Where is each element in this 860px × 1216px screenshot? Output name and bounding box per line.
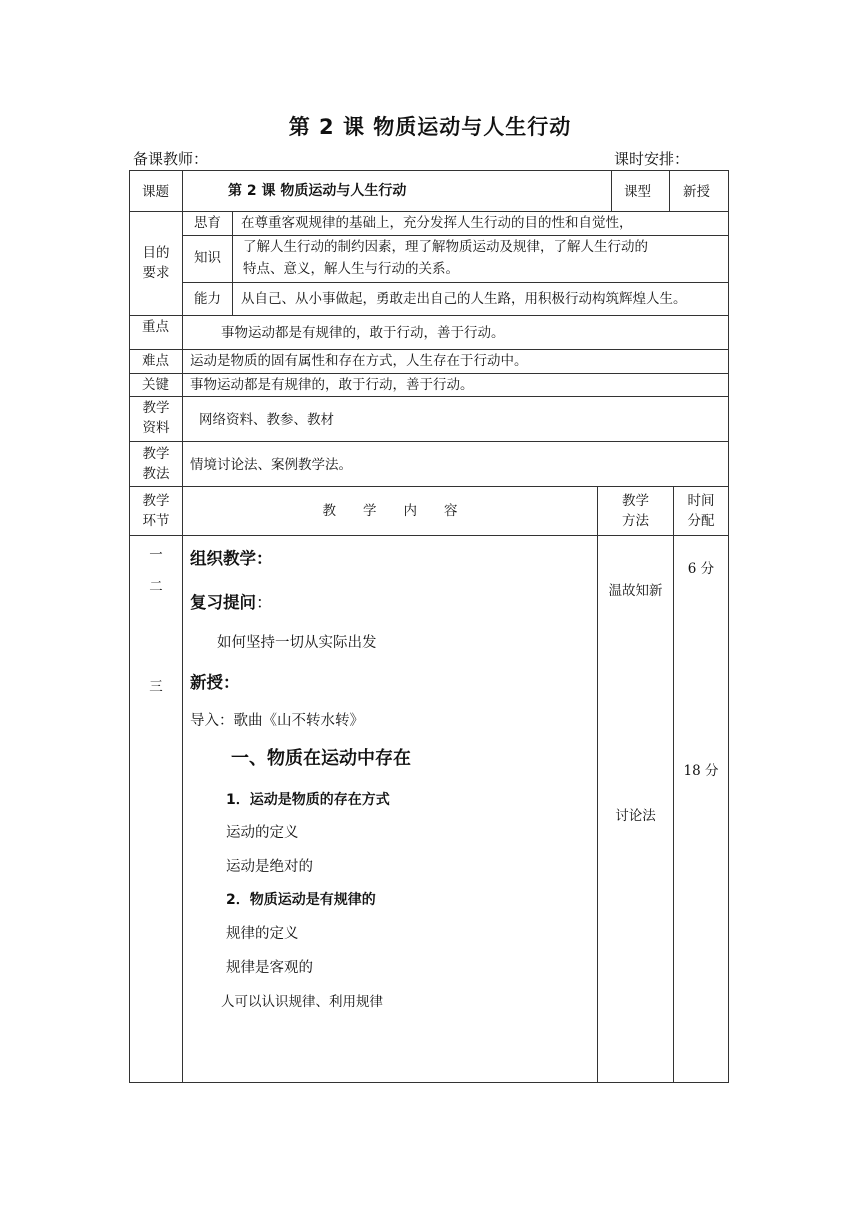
heading-review: 复习提问： (190, 593, 273, 612)
ability-text: 从自己、从小事做起，勇敢走出自己的人生路，用积极行动构筑辉煌人生。 (241, 291, 687, 307)
moral-text: 在尊重客观规律的基础上，充分发挥人生行动的目的性和自觉性， (241, 215, 633, 231)
content-item: 人可以认识规律、利用规律 (221, 994, 383, 1010)
key-text: 事物运动都是有规律的，敢于行动，善于行动。 (190, 377, 474, 393)
materials-text: 网络资料、教参、教材 (199, 412, 334, 428)
focus-label: 重点 (142, 319, 169, 335)
method-header: 教学 方法 (622, 493, 649, 529)
time-header: 时间 分配 (687, 493, 715, 529)
content-item: 规律是客观的 (226, 960, 313, 976)
difficulty-label: 难点 (142, 353, 169, 369)
intro-text: 导入：歌曲《山不转水转》 (190, 713, 364, 729)
knowledge-text-line1: 了解人生行动的制约因素，理了解物质运动及规律，了解人生行动的 (243, 239, 648, 255)
subheading-2: 2．物质运动是有规律的 (226, 892, 376, 908)
content-item: 运动是绝对的 (226, 859, 313, 875)
section-heading: 一、物质在运动中存在 (231, 748, 411, 769)
methods-label: 教学 教法 (142, 446, 170, 482)
focus-text: 事物运动都是有规律的，敢于行动，善于行动。 (221, 325, 505, 341)
ability-label: 能力 (194, 291, 221, 307)
method-discussion: 讨论法 (615, 808, 656, 824)
stage-marker-2: 二 (149, 579, 163, 595)
schedule-label: 课时安排： (614, 150, 690, 168)
time-organize: 6 分 (687, 561, 715, 577)
moral-label: 思育 (194, 215, 221, 231)
content-header: 教 学 内 容 (322, 503, 458, 519)
knowledge-label: 知识 (194, 250, 221, 266)
teacher-label: 备课教师： (133, 150, 209, 168)
stage-marker-3: 三 (149, 679, 163, 695)
heading-organize: 组织教学： (190, 549, 273, 568)
page-title: 第 2 课 物质运动与人生行动 (288, 115, 572, 139)
method-review: 温故知新 (608, 583, 663, 599)
subheading-1: 1．运动是物质的存在方式 (226, 792, 390, 808)
time-new: 18 分 (683, 763, 719, 779)
content-item: 运动的定义 (226, 825, 299, 841)
topic-value: 第 2 课 物质运动与人生行动 (228, 183, 407, 199)
methods-text: 情境讨论法、案例教学法。 (190, 457, 352, 473)
heading-new: 新授： (190, 673, 240, 692)
lesson-type-label: 课型 (624, 184, 651, 200)
topic-label: 课题 (142, 184, 169, 200)
stage-header: 教学 环节 (142, 493, 170, 529)
objectives-label: 目的 要求 (142, 245, 170, 281)
content-item: 规律的定义 (226, 926, 299, 942)
knowledge-text-line2: 特点、意义，解人生与行动的关系。 (243, 261, 459, 277)
stage-marker-1: 一 (149, 547, 163, 563)
review-question: 如何坚持一切从实际出发 (217, 635, 377, 651)
difficulty-text: 运动是物质的固有属性和存在方式，人生存在于行动中。 (190, 353, 528, 369)
materials-label: 教学 资料 (142, 400, 170, 436)
lesson-type-value: 新授 (683, 184, 710, 200)
key-label: 关键 (142, 377, 169, 393)
